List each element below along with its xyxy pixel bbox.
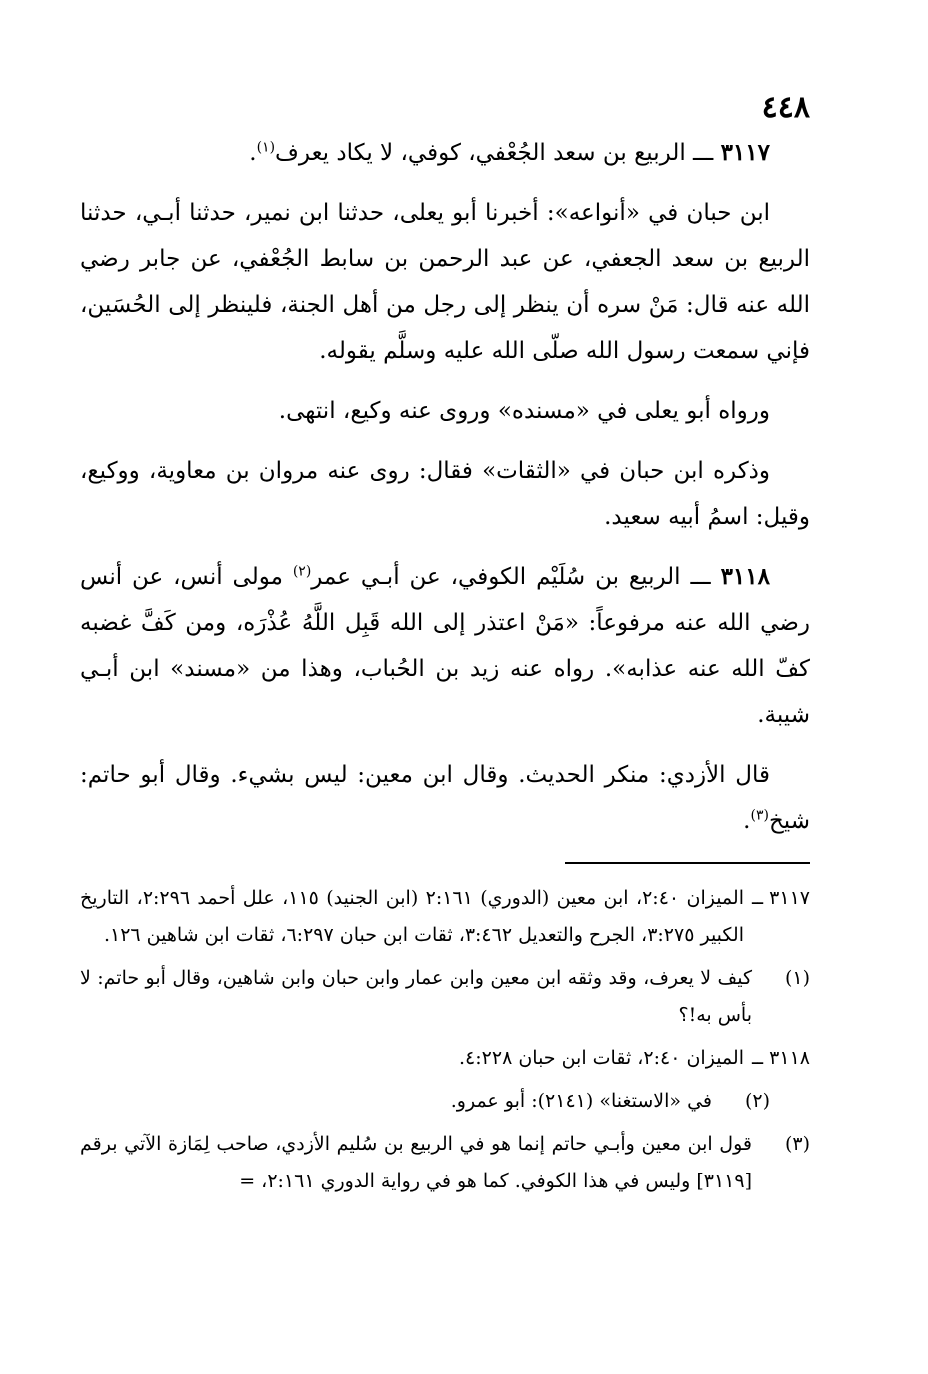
footnote-text: الميزان ٢:٤٠، ابن معين (الدوري) ٢:١٦١ (ابن الجنيد) ١١٥، علل أحمد ٢:٢٩٦، التاريخ الكبير ٣:٢٧٥، الجرح والتعديل ٣:٤٦٢، ثقات ابن حبان ٦:٢٩٧، ثقات ابن شاهين ١٢٦. <box>80 887 744 946</box>
footnote-3 <box>80 1126 810 1200</box>
entry-number: ٣١١٨ <box>720 563 770 590</box>
footnote-label: ٣١١٨ ــ <box>751 1047 810 1069</box>
book-page <box>80 90 810 1206</box>
footnote-label: (٣) <box>784 1133 810 1155</box>
footnote-ref[interactable]: (٣) <box>750 807 769 824</box>
entry-3117-paragraph-1: ابن حبان في «أنواعه»: أخبرنا أبو يعلى، حدثنا ابن نمير، حدثنا أبـي، حدثنا الربيع بن سعد الجعفي، عن عبد الرحمن بن سابط الجُعْفي، عن جابر رضي الله عنه قال: مَنْ سره أن ينظر إلى رجل من أهل الجنة، فلينظر إلى الحُسَين، فإني سمعت رسول الله صلّى الله عليه وسلَّم يقوله. <box>80 200 810 364</box>
footnote-text: الميزان ٢:٤٠، ثقات ابن حبان ٤:٢٢٨. <box>459 1047 744 1069</box>
footnote-text: كيف لا يعرف، وقد وثقه ابن معين وابن عمار وابن حبان وابن شاهين، وقال أبو حاتم: لا بأس به!؟ <box>80 967 752 1026</box>
page-number: ٤٤٨ <box>761 90 810 125</box>
footnote-label: ٣١١٧ ــ <box>751 887 810 909</box>
entry-heading-text: ـــ الربيع بن سُلَيْم الكوفي، عن أبـي عمر <box>311 564 711 590</box>
footnote-1 <box>80 960 810 1034</box>
footnote-source-3118 <box>80 1040 810 1077</box>
footnote-ref[interactable]: (٢) <box>292 563 312 580</box>
footnote-ref[interactable]: (١) <box>256 139 276 156</box>
entry-3117-heading: ٣١١٧ ـــ الربيع بن سعد الجُعْفي، كوفي، لا يكاد يعرف$^{(١)}$. <box>249 139 770 166</box>
footnote-source-3117 <box>80 880 810 954</box>
entry-3118-paragraph-1: قال الأزدي: منكر الحديث. وقال ابن معين: ليس بشيء. وقال أبو حاتم: شيخ$^{(٣)}$. <box>80 762 810 834</box>
footnote-2 <box>80 1083 810 1120</box>
footnote-label: (١) <box>784 967 810 989</box>
footnote-text: في «الاستغنا» (٢١٤١): أبو عمرو. <box>450 1090 712 1112</box>
footnote-separator <box>565 862 810 864</box>
entry-3117-paragraph-3: وذكره ابن حبان في «الثقات» فقال: روى عنه مروان بن معاوية، ووكيع، وقيل: اسمُ أبيه سعيد. <box>80 458 810 530</box>
entry-heading-text: ـــ الربيع بن سعد الجُعْفي، كوفي، لا يكاد يعرف <box>275 140 714 166</box>
entry-number: ٣١١٧ <box>720 139 770 166</box>
footnote-text: قول ابن معين وأبـي حاتم إنما هو في الربيع بن سُليم الأزدي، صاحب لِمَازة الآتي برقم [٣١١٩] وليس في هذا الكوفي. كما هو في رواية الدوري ٢:١٦١، = <box>80 1133 752 1192</box>
footnote-label: (٢) <box>744 1090 770 1112</box>
entry-3117-paragraph-2: ورواه أبو يعلى في «مسنده» وروى عنه وكيع، انتهى. <box>278 398 770 424</box>
entry-3118-heading <box>80 554 810 738</box>
entry-heading-continuation: مولى أنس، عن أنس رضي الله عنه مرفوعاً: «مَنْ اعتذر إلى الله قَبِل اللَّهُ عُذْرَه، ومن كَفَّ غضبه كفّ الله عنه عذابه». رواه عنه زيد بن الحُباب، وهذا من «مسند» ابن أبـي شيبة. <box>80 564 810 728</box>
